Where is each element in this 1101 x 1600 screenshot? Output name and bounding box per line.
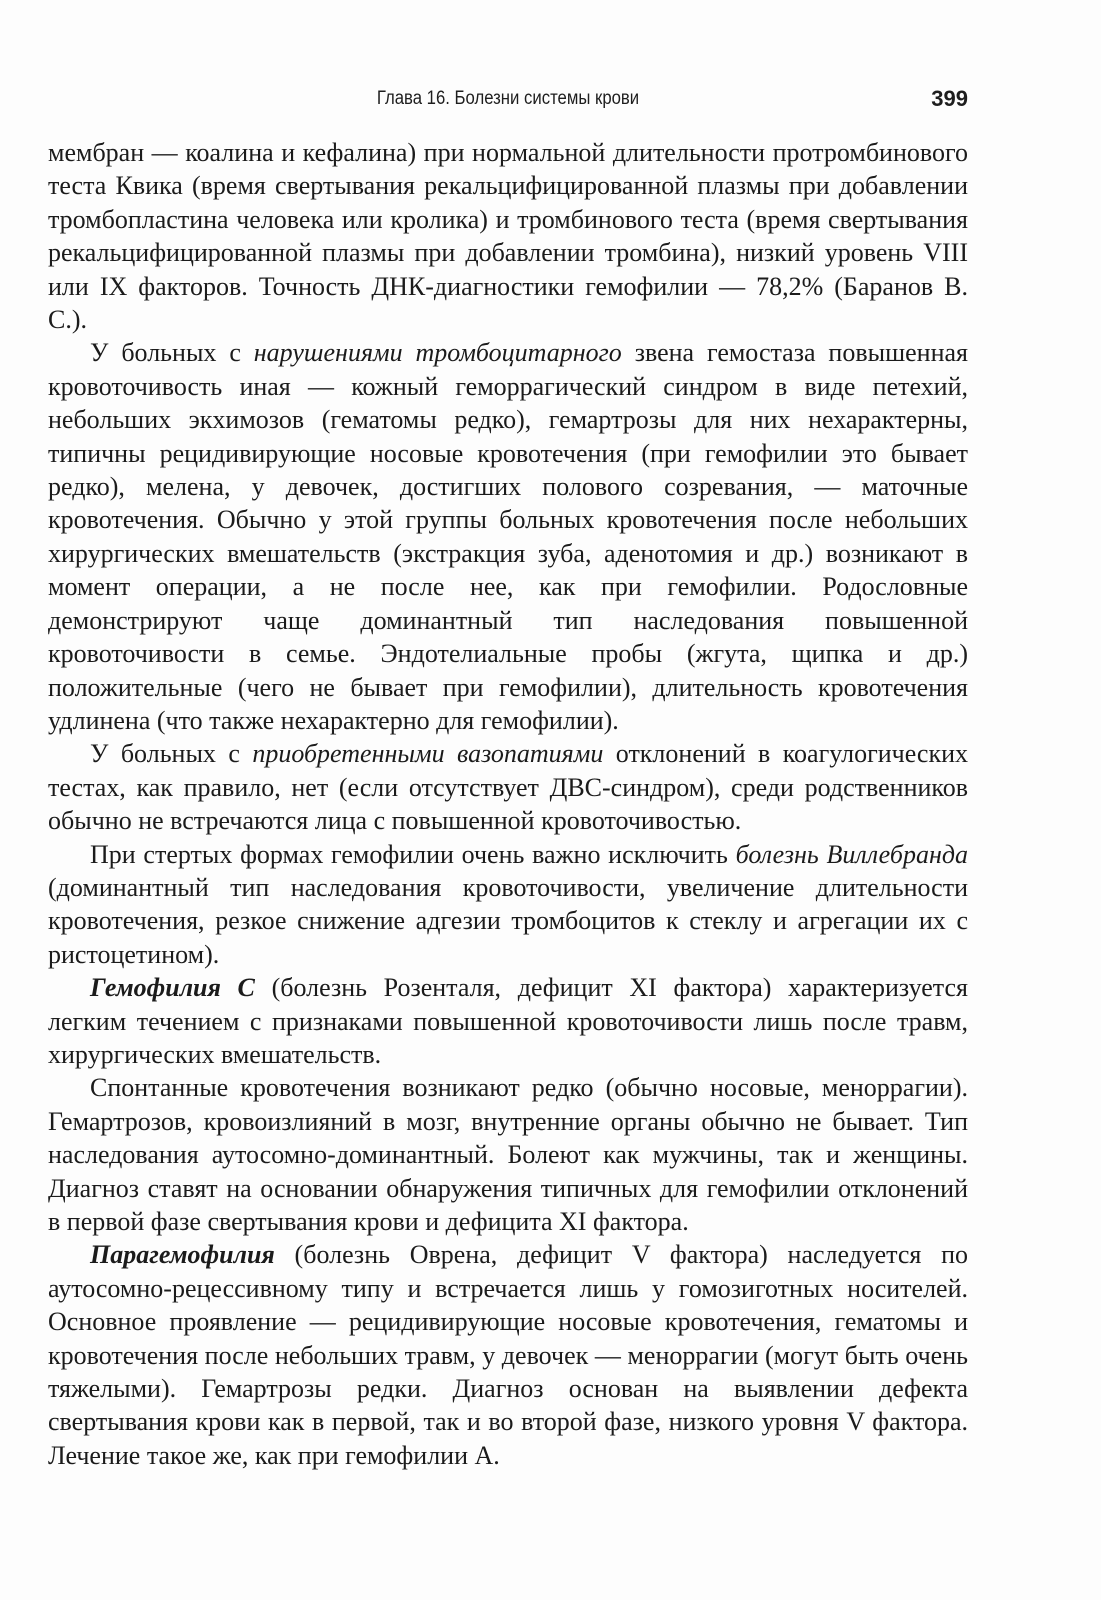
paragraph-hemophilia-c <box>48 971 968 1071</box>
term-heading: Гемофилия С <box>90 973 255 1003</box>
term-heading: Парагемофилия <box>90 1240 275 1270</box>
paragraph-body: звена гемостаза повышенная кровоточивость иная — кожный геморрагический синдром в виде петехий, небольших экхимозов (гематомы редко), гемартрозы для них нехарактерны, типичны рецидивирующие носовые кровотечения (при гемофилии это бывает редко), мелена, у девочек, достигших полового созревания, — маточные кровотечения. Обычно у этой группы больных кровотечения после небольших хирургических вмешательств (экстракция зуба, аденотомия и др.) возникают в момент операции, а не после нее, как при гемофилии. Родословные демонстрируют чаще доминантный тип наследования повышенной кровоточивости в семье. Эндотелиальные пробы (жгута, щипка и др.) положительные (чего не бывает при гемофилии), длительность кровотечения удлинена (что также нехарактерно для гемофилии). <box>48 338 968 735</box>
page-number: 399 <box>931 86 968 111</box>
paragraph-lead: У больных с <box>90 338 254 368</box>
paragraph-body: отклонений в коагулогических тестах, как правило, нет (если отсутствует ДВС-синдром), среди родственников обычно не встречаются лица с повышенной кровоточивостью. <box>48 739 968 836</box>
body-text <box>48 136 968 1472</box>
running-header <box>48 86 968 120</box>
paragraph-platelet-disorders <box>48 336 968 737</box>
paragraph-body: (доминантный тип наследования кровоточивости, увеличение длительности кровотечения, резкое снижение адгезии тромбоцитов к стеклу и агрегации их с ристоцетином). <box>48 872 968 969</box>
emphasis-term: болезнь Виллебранда <box>735 839 969 869</box>
paragraph-lead: При стертых формах гемофилии очень важно исключить <box>90 839 736 869</box>
paragraph-body: (болезнь Розенталя, дефицит XI фактора) характеризуется легким течением с признаками повышенной кровоточивости лишь после травм, хирургических вмешательств. <box>48 973 968 1069</box>
emphasis-term: нарушениями тромбоцитарного <box>253 338 622 368</box>
emphasis-term: приобретенными вазопатиями <box>252 739 604 769</box>
paragraph-vasopathies <box>48 737 968 837</box>
paragraph-body: (болезнь Оврена, дефицит V фактора) наследуется по аутосомно-рецессивному типу и встречается лишь у гомозиготных носителей. Основное проявление — рецидивирующие носовые кровотечения, гематомы и кровотечения после небольших травм, у девочек — меноррагии (могут быть очень тяжелыми). Гемартрозы редки. Диагноз основан на выявлении дефекта свертывания крови как в первой, так и во второй фазе, низкого уровня V фактора. Лечение такое же, как при гемофилии А. <box>48 1240 968 1470</box>
paragraph-spontaneous-bleeding: Спонтанные кровотечения возникают редко (обычно носовые, меноррагии). Гемартрозов, кровоизлияний в мозг, внутренние органы обычно не бывает. Тип наследования аутосомно-доминантный. Болеют как мужчины, так и женщины. Диагноз ставят на основании обнаружения типичных для гемофилии отклонений в первой фазе свертывания крови и дефицита XI фактора. <box>48 1073 968 1236</box>
chapter-title: Глава 16. Болезни системы крови <box>376 88 640 109</box>
paragraph-parahemophilia <box>48 1238 968 1472</box>
paragraph-continuation: мембран — коалина и кефалина) при нормальной длительности протромбинового теста Квика (время свертывания рекальцифицированной плазмы при добавлении тромбопластина человека или кролика) и тромбинового теста (время свертывания рекальцифицированной плазмы при добавлении тромбина), низкий уровень VIII или IX факторов. Точность ДНК-диагностики гемофилии — 78,2% (Баранов В. С.). <box>48 138 968 335</box>
paragraph-willebrand <box>48 838 968 972</box>
paragraph-lead: У больных с <box>90 739 253 769</box>
